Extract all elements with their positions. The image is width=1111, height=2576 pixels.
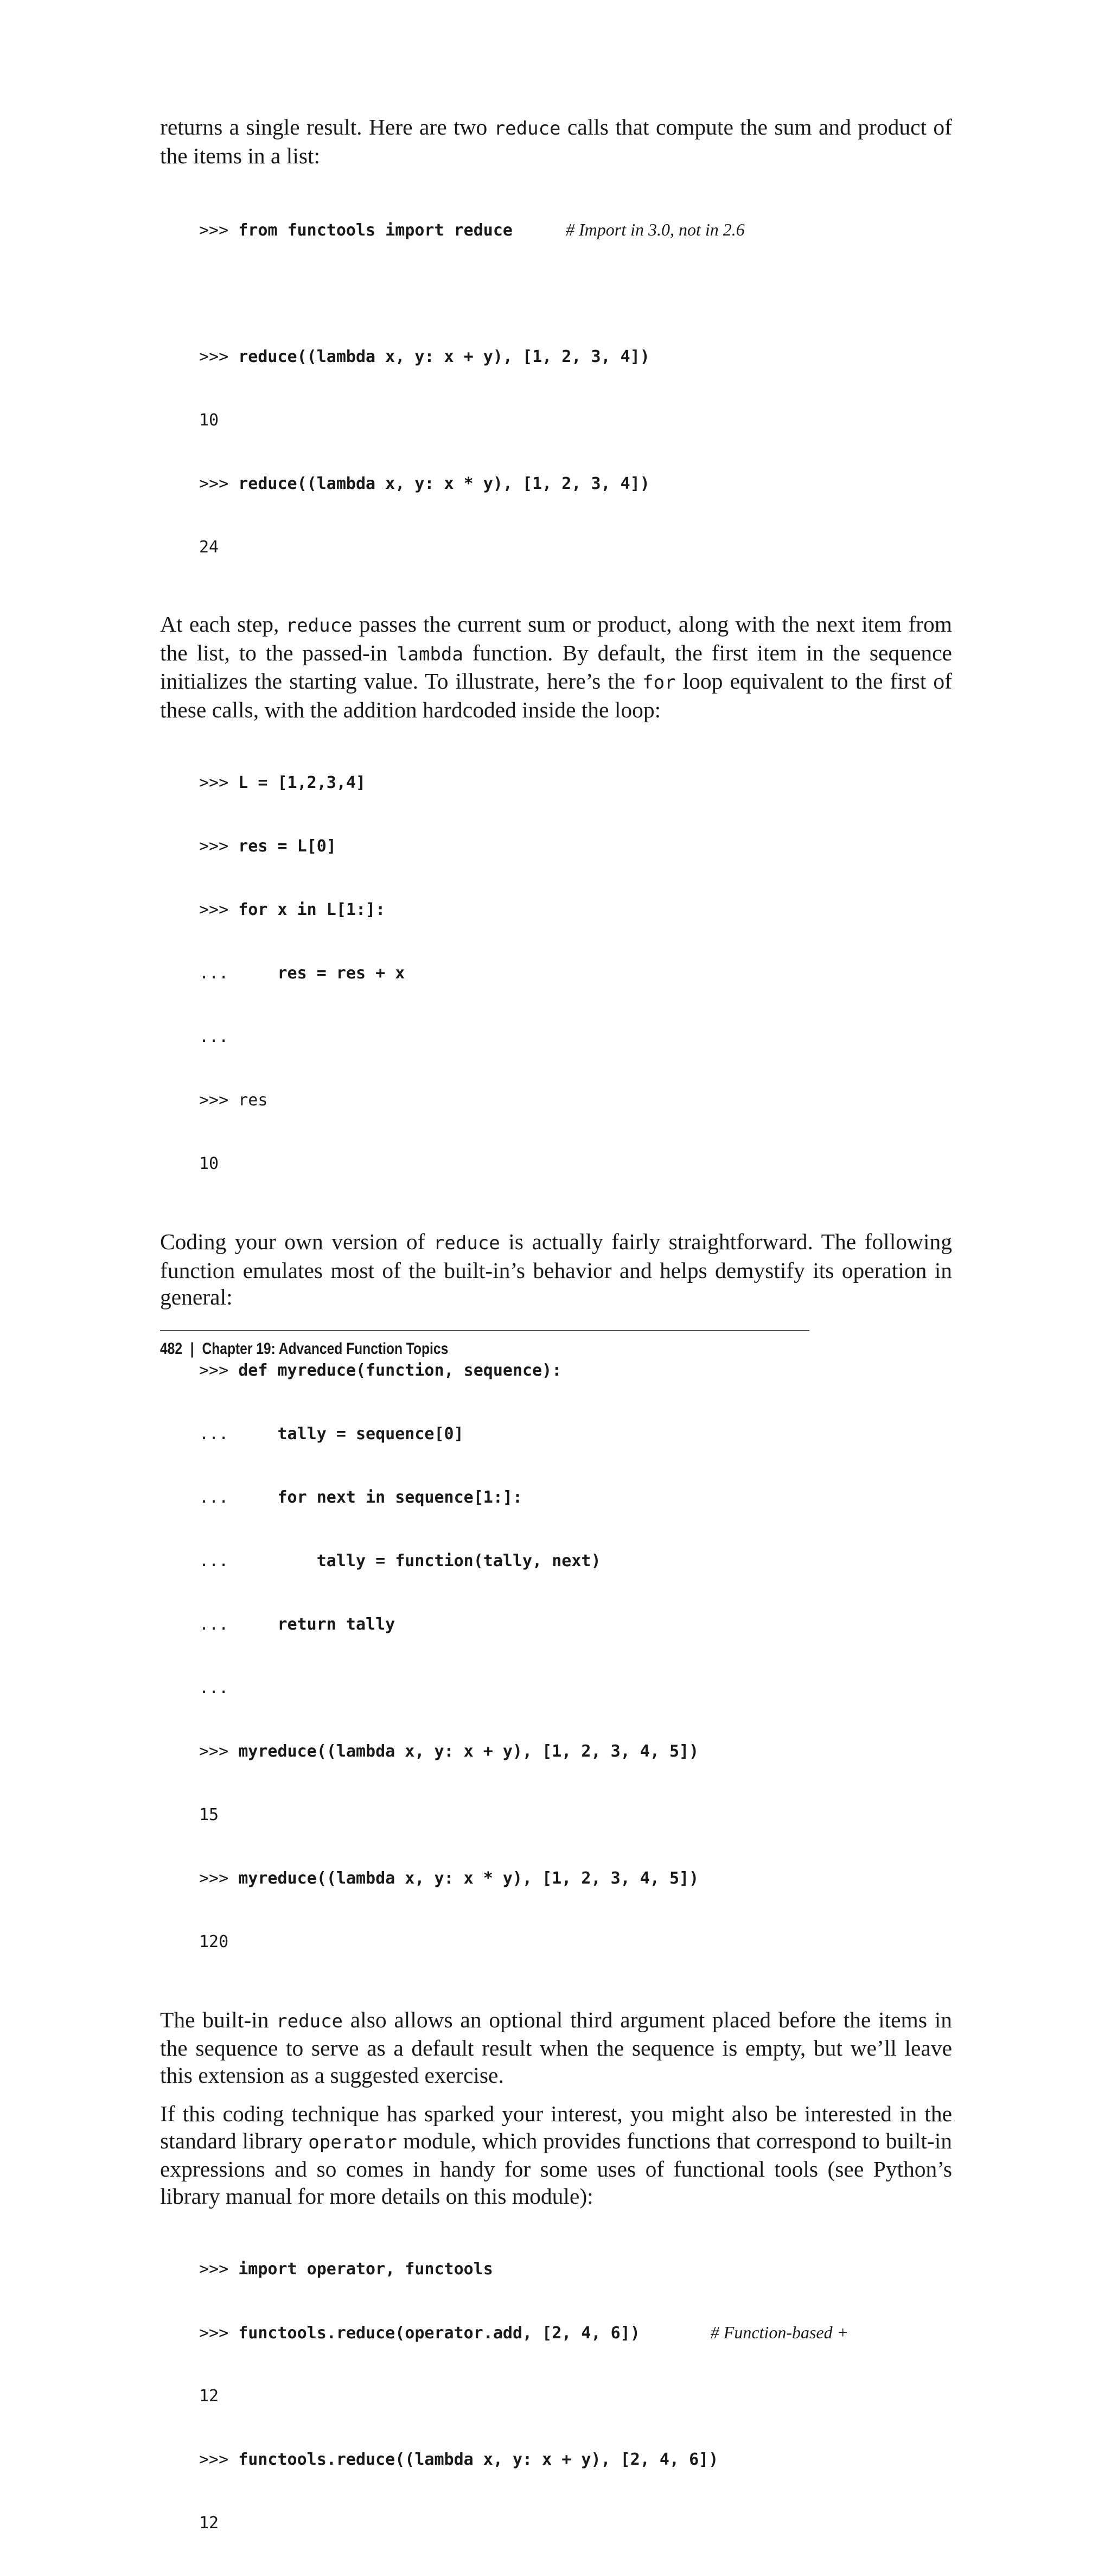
page-number: 482 xyxy=(160,1340,183,1358)
code-output: 24 xyxy=(199,538,219,557)
code-line: >>> L = [1,2,3,4] xyxy=(199,773,366,792)
code-output: 12 xyxy=(199,2387,219,2406)
code-line: >>> reduce((lambda x, y: x * y), [1, 2, 3, 4]) xyxy=(199,474,650,493)
paragraph-myreduce-intro: Coding your own version of reduce is actually fairly straightforward. The following function emulates most of the built-in’s behavior and helps demystify its operation in general: xyxy=(160,1229,952,1309)
code-line: >>> def myreduce(function, sequence): xyxy=(199,1360,562,1380)
paragraph-third-argument: The built-in reduce also allows an optional third argument placed before the items in the sequence to serve as a default result when the sequence is empty, but we’ll leave this extension as a suggested exercise. xyxy=(160,2007,952,2088)
code-line: ... xyxy=(199,1027,229,1046)
inline-code: reduce xyxy=(494,118,561,139)
code-line: ... for next in sequence[1:]: xyxy=(199,1487,523,1507)
chapter-title: Chapter 19: Advanced Function Topics xyxy=(202,1340,449,1358)
code-line: ... return tally xyxy=(199,1614,395,1634)
paragraph-operator-module: If this coding technique has sparked your interest, you might also be interested in the standard library operator module, which provides functions that correspond to built-in expressions and so comes in handy for some uses of functional tools (see Python’s library manual for more details on this module): xyxy=(160,2101,952,2209)
code-line: >>> reduce((lambda x, y: x + y), [1, 2, 3, 4]) xyxy=(199,347,650,366)
code-line: ... res = res + x xyxy=(199,964,405,983)
text: calls that compute the sum and product of the items in a list: xyxy=(160,115,952,168)
inline-code: reduce xyxy=(276,2010,343,2032)
code-block-for-loop xyxy=(199,730,952,1217)
code-block-myreduce xyxy=(199,1318,952,1995)
paragraph-reduce-intro xyxy=(160,114,952,169)
code-line: >>> res = L[0] xyxy=(199,837,336,856)
code-output: 120 xyxy=(199,1932,229,1951)
code-line: >>> from functools import reduce # Import in 3.0, not in 2.6 xyxy=(199,220,745,240)
code-output: 12 xyxy=(199,2514,219,2533)
inline-code: reduce xyxy=(433,1232,500,1254)
code-line: >>> myreduce((lambda x, y: x + y), [1, 2, 3, 4, 5]) xyxy=(199,1741,699,1761)
code-line: >>> import operator, functools xyxy=(199,2260,493,2279)
code-line: ... tally = sequence[0] xyxy=(199,1424,464,1443)
code-comment: # Function-based + xyxy=(710,2323,849,2342)
code-output: 10 xyxy=(199,411,219,430)
code-line: ... xyxy=(199,1678,229,1697)
paragraph-reduce-step: At each step, reduce passes the current sum or product, along with the next item from the list, to the passed-in lambda function. By default, the first item in the sequence initializes the starting value. To illustrate, here’s the for loop equivalent to the first of these calls, with the addition hardcoded inside the loop: xyxy=(160,612,953,722)
code-line: >>> res xyxy=(199,1091,268,1110)
inline-code: for xyxy=(642,672,676,694)
inline-code: lambda xyxy=(397,643,463,665)
inline-code: operator xyxy=(308,2131,398,2153)
code-output: 10 xyxy=(199,1154,219,1173)
code-comment: # Import in 3.0, not in 2.6 xyxy=(565,220,745,239)
text: returns a single result. Here are two xyxy=(160,115,494,139)
code-output: 15 xyxy=(199,1805,219,1824)
page-footer xyxy=(160,1330,809,1358)
footer-separator: | xyxy=(190,1340,194,1358)
code-line: >>> functools.reduce(operator.add, [2, 4, 6]) # Function-based + xyxy=(199,2323,849,2343)
code-block-operator xyxy=(199,2216,952,2576)
code-line: >>> for x in L[1:]: xyxy=(199,900,386,919)
code-line: >>> functools.reduce((lambda x, y: x + y), [2, 4, 6]) xyxy=(199,2450,719,2469)
inline-code: reduce xyxy=(285,615,353,637)
code-line: ... tally = function(tally, next) xyxy=(199,1551,601,1570)
code-block-reduce xyxy=(199,177,952,600)
code-line: >>> myreduce((lambda x, y: x * y), [1, 2, 3, 4, 5]) xyxy=(199,1868,699,1888)
